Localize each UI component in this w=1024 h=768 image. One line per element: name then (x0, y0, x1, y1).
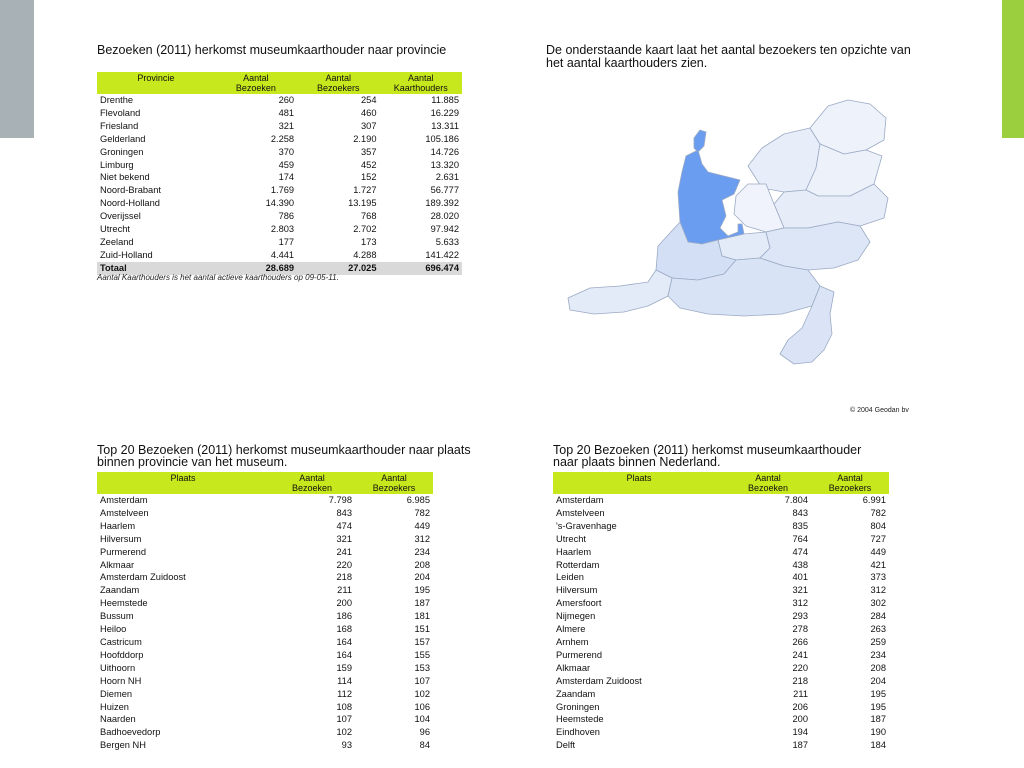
table-row (97, 739, 433, 752)
row-value: 102 (336, 727, 352, 738)
row-value: 421 (870, 559, 886, 570)
table-row (97, 571, 433, 584)
row-value: 168 (336, 624, 352, 635)
row-value: 102 (414, 688, 430, 699)
table-row (97, 520, 433, 533)
row-label: Groningen (556, 701, 600, 712)
row-label: Rotterdam (556, 559, 600, 570)
row-value: 105.186 (425, 133, 459, 144)
row-label: Flevoland (100, 107, 141, 118)
row-value: 177 (278, 236, 295, 247)
top-province-body (97, 494, 433, 752)
row-value: 104 (414, 714, 430, 725)
row-value: 321 (278, 120, 295, 131)
row-label: Niet bekend (100, 172, 150, 183)
table-row (553, 623, 889, 636)
top-nl-title: Top 20 Bezoeken (2011) herkomst museumkaarthouder naar plaats binnen Nederland. (553, 443, 862, 469)
row-label: Huizen (100, 701, 129, 712)
row-value: 195 (870, 701, 886, 712)
row-value: 312 (870, 585, 886, 596)
row-value: 786 (278, 211, 295, 222)
row-value: 460 (361, 107, 377, 118)
header-aantal-bezoeken: Aantal Bezoeken (725, 472, 811, 494)
header-aantal-kaarthouders: Aantal Kaarthouders (380, 72, 462, 94)
header-aantal-bezoekers: Aantal Bezoekers (811, 472, 889, 494)
row-value: 260 (278, 95, 295, 105)
header-aantal-bezoekers: Aantal Bezoekers (297, 72, 379, 94)
row-value: 164 (336, 649, 352, 660)
table-row (97, 120, 462, 133)
row-label: Alkmaar (100, 559, 135, 570)
row-value: 835 (792, 520, 808, 531)
row-label: Hilversum (556, 585, 598, 596)
province-footnote: Aantal Kaarthouders is het aantal actieve kaarthouders op 09-05-11. (97, 273, 339, 282)
row-value: 312 (414, 533, 430, 544)
row-label: Arnhem (556, 636, 589, 647)
table-row (553, 507, 889, 520)
row-value: 804 (870, 520, 886, 531)
table-row (97, 94, 462, 107)
row-value: 106 (414, 701, 430, 712)
table-row (97, 559, 433, 572)
row-value: 5.633 (435, 236, 459, 247)
table-row (97, 701, 433, 714)
row-value: 218 (792, 675, 808, 686)
row-value: 107 (336, 714, 352, 725)
row-value: 84 (419, 740, 430, 751)
row-value: 211 (793, 688, 808, 699)
row-value: 194 (792, 727, 808, 738)
row-value: 155 (414, 649, 430, 660)
row-value: 782 (870, 507, 886, 518)
row-value: 108 (336, 701, 352, 712)
row-label: Uithoorn (100, 662, 136, 673)
top-province-header (97, 472, 433, 494)
row-value: 241 (792, 649, 808, 660)
row-value: 200 (792, 714, 808, 725)
row-value: 302 (870, 598, 886, 609)
table-row (97, 146, 462, 159)
table-row (97, 210, 462, 223)
row-value: 254 (361, 95, 377, 105)
row-value: 234 (870, 649, 886, 660)
row-value: 13.320 (430, 159, 459, 170)
total-value: 28.689 (215, 262, 297, 275)
table-row (553, 559, 889, 572)
row-value: 152 (361, 172, 377, 183)
row-value: 187 (870, 714, 886, 725)
row-value: 768 (361, 211, 377, 222)
row-label: Almere (556, 624, 586, 635)
row-value: 153 (414, 662, 430, 673)
row-label: Gelderland (100, 133, 146, 144)
total-value: 27.025 (297, 262, 379, 275)
right-accent-bar (1002, 0, 1024, 138)
netherlands-map (548, 92, 938, 392)
row-value: 204 (870, 675, 886, 686)
row-value: 843 (336, 507, 352, 518)
table-row (97, 494, 433, 507)
table-row (553, 675, 889, 688)
map-region-zeeland (568, 270, 672, 314)
table-row (553, 688, 889, 701)
row-value: 321 (336, 533, 352, 544)
row-value: 190 (870, 727, 886, 738)
row-label: Amstelveen (556, 507, 605, 518)
row-label: Haarlem (100, 520, 136, 531)
row-value: 208 (870, 662, 886, 673)
row-value: 764 (792, 533, 808, 544)
row-value: 16.229 (430, 107, 459, 118)
row-label: Nijmegen (556, 611, 596, 622)
row-value: 187 (414, 598, 430, 609)
left-accent-bar (0, 0, 34, 138)
row-label: Purmerend (100, 546, 146, 557)
top-nl-table (553, 472, 889, 752)
row-value: 449 (414, 520, 430, 531)
row-value: 293 (792, 611, 808, 622)
row-value: 474 (792, 546, 808, 557)
row-value: 112 (337, 688, 352, 699)
row-value: 259 (870, 636, 886, 647)
table-row (97, 133, 462, 146)
table-row (553, 701, 889, 714)
row-value: 187 (792, 740, 808, 751)
row-label: Amsterdam (100, 495, 148, 505)
row-value: 321 (792, 585, 808, 596)
row-value: 14.726 (430, 146, 459, 157)
table-row (97, 623, 433, 636)
row-value: 11.885 (431, 95, 459, 105)
header-aantal-bezoeken: Aantal Bezoeken (269, 472, 355, 494)
row-value: 4.441 (270, 249, 295, 260)
row-value: 7.804 (784, 495, 808, 505)
row-value: 307 (361, 120, 377, 131)
row-value: 13.311 (431, 120, 459, 131)
row-label: Diemen (100, 688, 133, 699)
table-row (97, 675, 433, 688)
row-value: 208 (414, 559, 430, 570)
province-table-header (97, 72, 462, 94)
row-value: 93 (341, 740, 352, 751)
row-value: 204 (414, 572, 430, 583)
row-value: 312 (792, 598, 808, 609)
row-label: Groningen (100, 146, 144, 157)
row-label: Badhoevedorp (100, 727, 161, 738)
row-label: Amsterdam Zuidoost (100, 572, 186, 583)
row-value: 7.798 (328, 495, 352, 505)
table-row (97, 184, 462, 197)
header-plaats: Plaats (553, 472, 725, 494)
row-value: 373 (870, 572, 886, 583)
row-label: Amersfoort (556, 598, 602, 609)
row-label: Amsterdam (556, 495, 604, 505)
row-value: 459 (278, 159, 295, 170)
row-value: 195 (414, 585, 430, 596)
map-region-noord-holland (678, 150, 744, 244)
top-province-title: Top 20 Bezoeken (2011) herkomst museumkaarthouder naar plaats binnen provincie van het museum. (97, 443, 471, 469)
table-row (553, 649, 889, 662)
row-label: 's-Gravenhage (556, 520, 617, 531)
row-label: Alkmaar (556, 662, 591, 673)
row-label: Utrecht (556, 533, 586, 544)
row-label: Zuid-Holland (100, 249, 153, 260)
row-label: Naarden (100, 714, 136, 725)
row-value: 727 (870, 533, 886, 544)
row-value: 195 (870, 688, 886, 699)
row-value: 220 (336, 559, 352, 570)
row-value: 449 (870, 546, 886, 557)
row-value: 401 (792, 572, 808, 583)
table-row (97, 236, 462, 249)
row-value: 107 (414, 675, 430, 686)
province-table-body (97, 94, 462, 275)
row-label: Leiden (556, 572, 584, 583)
row-value: 2.702 (353, 224, 377, 235)
row-label: Zaandam (556, 688, 596, 699)
table-row (97, 546, 433, 559)
row-label: Eindhoven (556, 727, 600, 738)
row-value: 357 (361, 146, 377, 157)
row-value: 438 (792, 559, 808, 570)
table-row (97, 636, 433, 649)
row-label: Bussum (100, 611, 134, 622)
table-row (97, 171, 462, 184)
table-row (97, 249, 462, 262)
row-value: 14.390 (265, 198, 295, 209)
row-value: 97.942 (430, 224, 459, 235)
total-label: Totaal (97, 262, 215, 275)
row-value: 241 (336, 546, 352, 557)
row-value: 181 (414, 611, 430, 622)
province-table-title: Bezoeken (2011) herkomst museumkaarthouder naar provincie (97, 43, 447, 57)
table-row (553, 520, 889, 533)
row-value: 151 (414, 624, 430, 635)
table-row (553, 713, 889, 726)
row-value: 1.727 (353, 185, 377, 196)
header-provincie: Provincie (97, 72, 215, 94)
row-value: 218 (336, 572, 352, 583)
row-label: Zaandam (100, 585, 140, 596)
row-value: 114 (337, 675, 352, 686)
row-value: 2.631 (435, 172, 459, 183)
row-value: 220 (792, 662, 808, 673)
row-value: 263 (870, 624, 886, 635)
row-label: Friesland (100, 120, 139, 131)
top-province-table (97, 472, 433, 752)
row-value: 141.422 (425, 249, 459, 260)
row-value: 2.258 (270, 133, 295, 144)
row-label: Noord-Holland (100, 198, 160, 209)
top-nl-body (553, 494, 889, 752)
table-row (97, 713, 433, 726)
row-label: Heemstede (556, 714, 604, 725)
header-aantal-bezoekers: Aantal Bezoekers (355, 472, 433, 494)
row-value: 173 (361, 236, 377, 247)
table-row (97, 197, 462, 210)
table-row (553, 597, 889, 610)
table-row (97, 610, 433, 623)
row-value: 234 (414, 546, 430, 557)
table-row (553, 546, 889, 559)
row-value: 481 (278, 107, 295, 118)
table-row (97, 597, 433, 610)
row-label: Amsterdam Zuidoost (556, 675, 642, 686)
row-value: 28.020 (430, 211, 459, 222)
row-label: Haarlem (556, 546, 592, 557)
row-label: Purmerend (556, 649, 602, 660)
map-copyright: © 2004 Geodan bv (850, 407, 909, 414)
row-label: Hilversum (100, 533, 142, 544)
row-label: Zeeland (100, 236, 134, 247)
row-value: 157 (414, 636, 430, 647)
row-label: Limburg (100, 159, 134, 170)
header-aantal-bezoeken: Aantal Bezoeken (215, 72, 297, 94)
row-value: 843 (792, 507, 808, 518)
row-value: 370 (278, 146, 295, 157)
row-value: 4.288 (353, 249, 377, 260)
row-value: 174 (278, 172, 295, 183)
table-row (97, 662, 433, 675)
row-value: 452 (361, 159, 377, 170)
province-table (97, 72, 462, 275)
row-value: 6.985 (406, 495, 430, 505)
table-row (97, 688, 433, 701)
row-label: Delft (556, 740, 576, 751)
map-island-texel (694, 130, 706, 152)
row-value: 278 (792, 624, 808, 635)
row-value: 266 (792, 636, 808, 647)
row-value: 189.392 (425, 198, 459, 209)
row-label: Utrecht (100, 224, 130, 235)
table-row (553, 636, 889, 649)
row-label: Amstelveen (100, 507, 149, 518)
row-value: 56.777 (430, 185, 459, 196)
table-row (97, 726, 433, 739)
row-value: 284 (870, 611, 886, 622)
header-plaats: Plaats (97, 472, 269, 494)
row-value: 184 (870, 740, 886, 751)
row-value: 159 (336, 662, 352, 673)
row-label: Overijssel (100, 211, 141, 222)
row-label: Hoofddorp (100, 649, 144, 660)
table-row (553, 662, 889, 675)
table-row (553, 584, 889, 597)
table-row (97, 159, 462, 172)
row-value: 200 (336, 598, 352, 609)
table-row (553, 571, 889, 584)
row-label: Hoorn NH (100, 675, 142, 686)
row-value: 13.195 (348, 198, 377, 209)
row-label: Drenthe (100, 95, 134, 105)
row-value: 96 (419, 727, 430, 738)
table-row (553, 533, 889, 546)
table-row (97, 507, 433, 520)
table-row (97, 107, 462, 120)
row-value: 782 (414, 507, 430, 518)
row-value: 6.991 (862, 495, 886, 505)
table-row (97, 584, 433, 597)
row-value: 2.803 (270, 224, 295, 235)
row-label: Heiloo (100, 624, 127, 635)
table-row (553, 494, 889, 507)
row-value: 206 (792, 701, 808, 712)
map-caption: De onderstaande kaart laat het aantal bezoekers ten opzichte van het aantal kaarthouders zien. (546, 43, 911, 70)
row-value: 211 (337, 585, 352, 596)
top-nl-header (553, 472, 889, 494)
row-label: Castricum (100, 636, 142, 647)
table-row (553, 726, 889, 739)
row-label: Heemstede (100, 598, 148, 609)
table-row (97, 223, 462, 236)
table-row (97, 649, 433, 662)
row-value: 186 (336, 611, 352, 622)
row-value: 2.190 (353, 133, 377, 144)
row-value: 474 (336, 520, 352, 531)
row-value: 1.769 (270, 185, 295, 196)
table-row (97, 533, 433, 546)
table-row (553, 610, 889, 623)
row-label: Noord-Brabant (100, 185, 161, 196)
table-row (553, 739, 889, 752)
row-value: 164 (336, 636, 352, 647)
row-label: Bergen NH (100, 740, 146, 751)
total-value: 696.474 (380, 262, 462, 275)
